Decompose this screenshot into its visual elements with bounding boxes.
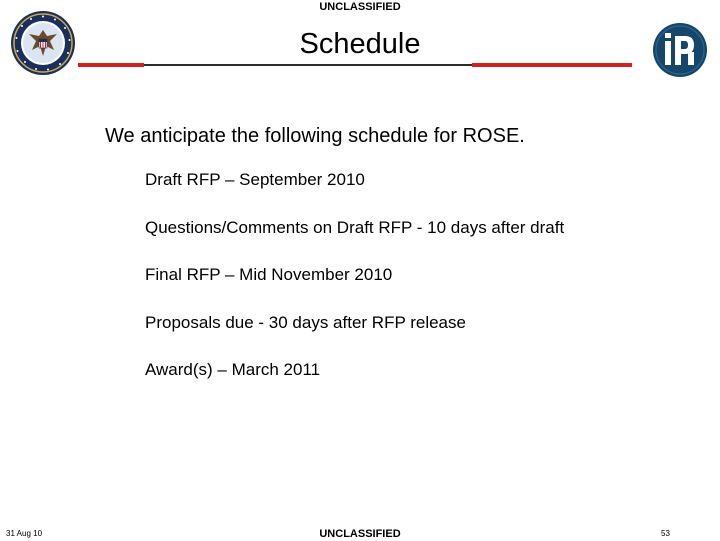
program-logo-icon [652, 22, 708, 78]
classification-banner-bottom: UNCLASSIFIED [319, 528, 401, 540]
title-rule-right [472, 63, 632, 67]
footer-date: 31 Aug 10 [6, 529, 43, 538]
title-rule-left [78, 63, 144, 67]
schedule-list [145, 170, 564, 408]
schedule-item-proposals: Proposals due - 30 days after RFP release [145, 312, 466, 332]
schedule-item-draft-rfp: Draft RFP – September 2010 [145, 170, 365, 189]
slide-title: Schedule [299, 28, 421, 60]
title-rule-center [144, 64, 472, 66]
schedule-item-final-rfp: Final RFP – Mid November 2010 [145, 265, 393, 284]
page-number: 53 [661, 529, 670, 538]
schedule-item-questions: Questions/Comments on Draft RFP - 10 days after draft [145, 217, 565, 237]
schedule-item-awards: Award(s) – March 2011 [145, 360, 321, 379]
classification-banner-top: UNCLASSIFIED [319, 1, 401, 13]
intro-statement: We anticipate the following schedule for ROSE. [105, 125, 525, 147]
